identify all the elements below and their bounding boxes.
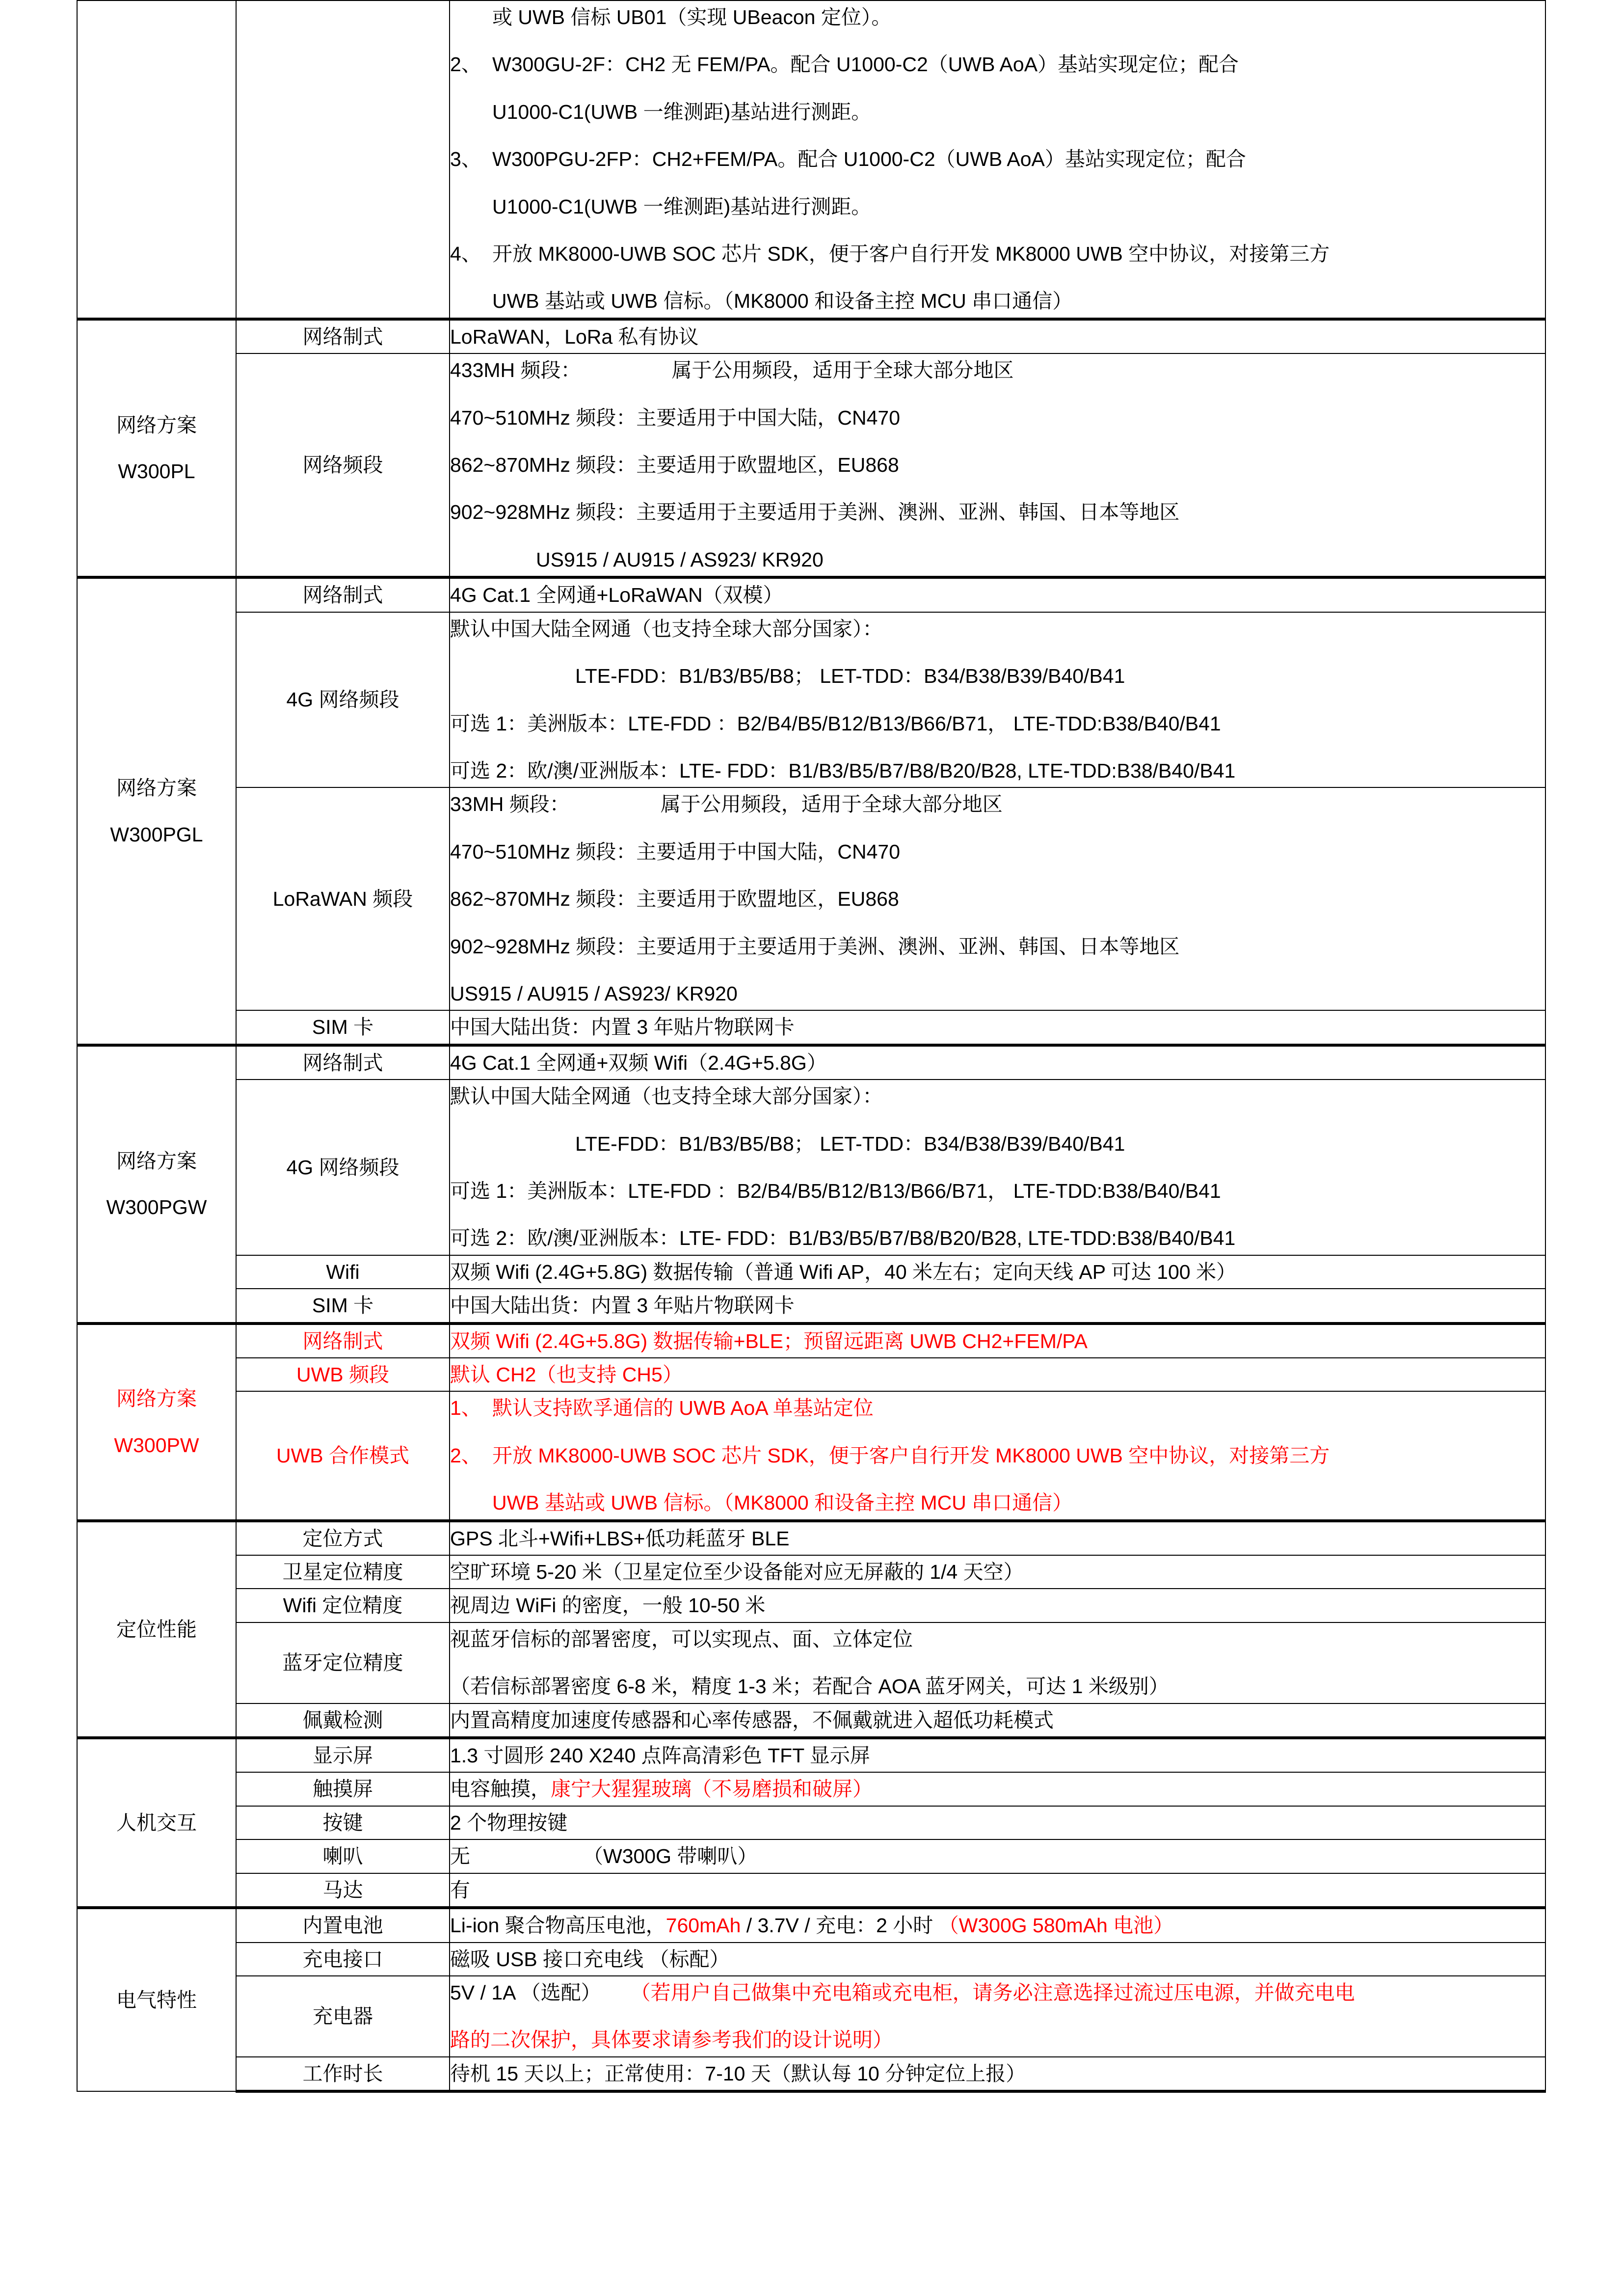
category-line-1: 定位性能 <box>116 1618 197 1641</box>
table-row <box>77 1976 1545 2057</box>
value-line <box>450 1840 1545 1872</box>
category-cell-hmi <box>77 1738 236 1908</box>
list-text <box>492 48 1545 128</box>
uwb-continued-list <box>450 1 1545 318</box>
speaker-note: （W300G 带喇叭） <box>583 1845 758 1868</box>
row-label-positioning-method: 定位方式 <box>236 1521 450 1555</box>
category-cell-w300pgw <box>77 1045 236 1324</box>
value-line: 862~870MHz 频段：主要适用于欧盟地区，EU868 <box>450 454 899 477</box>
list-item <box>450 48 1545 128</box>
row-label-touchscreen: 触摸屏 <box>236 1772 450 1806</box>
value-line: LTE-FDD：B1/B3/B5/B8； LET-TDD：B34/B38/B39/B40/B41 <box>575 665 1125 688</box>
row-value-display <box>450 1738 1545 1772</box>
row-label-wear-detection: 佩戴检测 <box>236 1703 450 1738</box>
value-line: US915 / AU915 / AS923/ KR920 <box>536 548 824 571</box>
uwb-continued-cell <box>450 0 1545 319</box>
value-line: 中国大陆出货：内置 3 年贴片物联网卡 <box>450 1294 795 1317</box>
list-text <box>492 143 1545 223</box>
charger-warning-line2: 路的二次保护，具体要求请参考我们的设计说明） <box>450 2028 893 2052</box>
category-line-1: 网络方案 <box>116 413 197 436</box>
value-line: 默认中国大陆全网通（也支持全球大部分国家）： <box>450 1085 883 1108</box>
table-row <box>77 1589 1545 1622</box>
speaker-value: 无 <box>450 1845 470 1868</box>
row-value-uwb-coop-mode <box>450 1391 1545 1520</box>
table-row <box>77 1738 1545 1772</box>
value-line: 可选 1：美洲版本：LTE-FDD ：B2/B4/B5/B12/B13/B66/B71， LTE-TDD:B38/B40/B41 <box>450 712 1221 735</box>
spec-sheet <box>77 0 1545 2093</box>
list-text <box>492 238 1545 318</box>
row-value-buttons <box>450 1806 1545 1839</box>
table-row <box>77 1772 1545 1806</box>
uwb-coop-item2-line1: 开放 MK8000-UWB SOC 芯片 SDK，便于客户自行开发 MK8000 UWB 空中协议，对接第三方 <box>492 1444 1330 1467</box>
row-label-buttons: 按键 <box>236 1806 450 1839</box>
value-line: 862~870MHz 频段：主要适用于欧盟地区，EU868 <box>450 888 899 911</box>
value-line: 磁吸 USB 接口充电线 （标配） <box>450 1947 730 1971</box>
row-label-speaker: 喇叭 <box>236 1839 450 1873</box>
value-line: LoRaWAN，LoRa 私有协议 <box>450 325 699 348</box>
value-line: 视蓝牙信标的部署密度，可以实现点、面、立体定位 <box>450 1627 913 1650</box>
value-line: 空旷环境 5-20 米（卫星定位至少设备能对应无屏蔽的 1/4 天空） <box>450 1561 1024 1584</box>
category-line-1: 网络方案 <box>116 777 197 800</box>
list-text <box>492 1392 1545 1424</box>
battery-text-2: / 3.7V / 充电：2 小时 <box>741 1914 939 1937</box>
category-line-1: 网络方案 <box>116 1387 197 1410</box>
table-row <box>77 353 1545 577</box>
row-label-lorawan-band: LoRaWAN 频段 <box>236 787 450 1010</box>
product-spec-table <box>77 0 1546 2093</box>
value-line: 双频 Wifi (2.4G+5.8G) 数据传输+BLE；预留远距离 UWB CH2+FEM/PA <box>450 1329 1088 1352</box>
row-label-uwb-band: UWB 频段 <box>236 1358 450 1391</box>
list-item <box>450 238 1545 318</box>
touchscreen-black-text: 电容触摸， <box>450 1778 551 1801</box>
table-row <box>77 1839 1545 1873</box>
row-label-network-standard: 网络制式 <box>236 577 450 612</box>
row-label-gnss-accuracy: 卫星定位精度 <box>236 1555 450 1589</box>
row-value-wear-detection <box>450 1703 1545 1738</box>
table-row <box>77 1358 1545 1391</box>
row-value-wifi <box>450 1255 1545 1289</box>
row-value-sim <box>450 1289 1545 1323</box>
row-value-network-standard <box>450 1045 1545 1080</box>
uwb-coop-item2-line2: UWB 基站或 UWB 信标。（MK8000 和设备主控 MCU 串口通信） <box>492 1491 1073 1514</box>
value-line: 待机 15 天以上；正常使用：7-10 天（默认每 10 分钟定位上报） <box>450 2062 1026 2085</box>
value-line: 2 个物理按键 <box>450 1811 568 1834</box>
uwb-item3-line1: W300PGU-2FP：CH2+FEM/PA。配合 U1000-C2（UWB AoA）基站实现定位；配合 <box>492 148 1246 171</box>
list-item <box>450 1 1545 33</box>
table-row <box>77 612 1545 788</box>
table-row <box>77 1080 1545 1255</box>
row-label-uwb-coop-mode: UWB 合作模式 <box>236 1391 450 1520</box>
battery-capacity: 760mAh <box>665 1914 741 1937</box>
value-line: LTE-FDD：B1/B3/B5/B8； LET-TDD：B34/B38/B39/B40/B41 <box>575 1132 1125 1155</box>
row-value-battery <box>450 1908 1545 1942</box>
uwb-item3-line2: U1000-C1(UWB 一维测距)基站进行测距。 <box>492 195 872 218</box>
value-line: 默认中国大陆全网通（也支持全球大部分国家）： <box>450 617 883 640</box>
value-line: 4G Cat.1 全网通+LoRaWAN（双模） <box>450 584 783 607</box>
value-line: 视周边 WiFi 的密度，一般 10-50 米 <box>450 1594 766 1617</box>
value-line <box>450 1773 1545 1805</box>
row-value-lorawan-band <box>450 787 1545 1010</box>
list-text <box>492 1439 1545 1519</box>
table-row <box>77 787 1545 1010</box>
value-line: 4G Cat.1 全网通+双频 Wifi（2.4G+5.8G） <box>450 1051 827 1074</box>
uwb-item4-line1: 开放 MK8000-UWB SOC 芯片 SDK，便于客户自行开发 MK8000 UWB 空中协议，对接第三方 <box>492 243 1330 266</box>
row-label-display: 显示屏 <box>236 1738 450 1772</box>
value-line: 470~510MHz 频段：主要适用于中国大陆，CN470 <box>450 840 901 863</box>
value-line: 1.3 寸圆形 240 X240 点阵高清彩色 TFT 显示屏 <box>450 1744 870 1767</box>
category-cell-w300pw <box>77 1324 236 1521</box>
uwb-item2-line2: U1000-C1(UWB 一维测距)基站进行测距。 <box>492 100 872 123</box>
table-row <box>77 1255 1545 1289</box>
row-label-4g-band: 4G 网络频段 <box>236 612 450 788</box>
table-row <box>77 1289 1545 1323</box>
value-line: 可选 1：美洲版本：LTE-FDD ：B2/B4/B5/B12/B13/B66/B71， LTE-TDD:B38/B40/B41 <box>450 1179 1221 1202</box>
table-row <box>77 2057 1545 2091</box>
row-label-motor: 马达 <box>236 1873 450 1908</box>
table-row <box>77 1555 1545 1589</box>
row-value-touchscreen <box>450 1772 1545 1806</box>
category-line-2: W300PL <box>118 460 195 483</box>
row-label-network-standard: 网络制式 <box>236 1045 450 1080</box>
value-line: 中国大陆出货：内置 3 年贴片物联网卡 <box>450 1016 795 1039</box>
row-value-uwb-band <box>450 1358 1545 1391</box>
value-line: 内置高精度加速度传感器和心率传感器，不佩戴就进入超低功耗模式 <box>450 1708 1054 1731</box>
row-label-battery: 内置电池 <box>236 1908 450 1942</box>
value-line: 470~510MHz 频段：主要适用于中国大陆，CN470 <box>450 406 901 429</box>
row-label-network-standard: 网络制式 <box>236 319 450 353</box>
row-value-working-time <box>450 2057 1545 2091</box>
row-value-network-standard <box>450 1324 1545 1358</box>
row-label-4g-band: 4G 网络频段 <box>236 1080 450 1255</box>
table-row <box>77 1908 1545 1942</box>
table-row <box>77 0 1545 319</box>
category-line-1: 电气特性 <box>116 1988 197 2011</box>
uwb-item2-line1: W300GU-2F：CH2 无 FEM/PA。配合 U1000-C2（UWB AoA）基站实现定位；配合 <box>492 53 1239 76</box>
table-row <box>77 1622 1545 1703</box>
table-row <box>77 1391 1545 1520</box>
row-label-network-standard: 网络制式 <box>236 1324 450 1358</box>
charger-warning-line1: （若用户自己做集中充电箱或充电柜，请务必注意选择过流过压电源，并做充电电 <box>630 1981 1355 2004</box>
category-line-2: W300PGW <box>106 1196 207 1219</box>
row-label-sim: SIM 卡 <box>236 1010 450 1045</box>
row-label-network-band: 网络频段 <box>236 353 450 577</box>
list-number <box>450 1 492 33</box>
value-line: 433MH 频段： 属于公用频段，适用于全球大部分地区 <box>450 359 1014 382</box>
row-value-sim <box>450 1010 1545 1045</box>
row-label-working-time: 工作时长 <box>236 2057 450 2091</box>
category-cell-w300pgl <box>77 577 236 1045</box>
row-value-motor <box>450 1873 1545 1908</box>
row-label-charging-port: 充电接口 <box>236 1943 450 1976</box>
list-number: 2、 <box>450 53 481 76</box>
value-line: 33MH 频段： 属于公用频段，适用于全球大部分地区 <box>450 793 1003 816</box>
table-row <box>77 319 1545 353</box>
value-line: GPS 北斗+Wifi+LBS+低功耗蓝牙 BLE <box>450 1527 790 1550</box>
category-line-2: W300PW <box>114 1433 199 1457</box>
row-value-ble-accuracy <box>450 1622 1545 1703</box>
row-value-network-band <box>450 353 1545 577</box>
row-label-sim: SIM 卡 <box>236 1289 450 1323</box>
value-line: 双频 Wifi (2.4G+5.8G) 数据传输（普通 Wifi AP，40 米左右；定向天线 AP 可达 100 米） <box>450 1260 1236 1283</box>
row-value-4g-band <box>450 612 1545 788</box>
table-row <box>77 1521 1545 1555</box>
table-row <box>77 1010 1545 1045</box>
category-cell-electrical <box>77 1908 236 2091</box>
battery-variant-note: （W300G 580mAh 电池） <box>938 1914 1174 1937</box>
list-item <box>450 1439 1545 1519</box>
row-value-wifi-accuracy <box>450 1589 1545 1622</box>
value-line: （若信标部署密度 6-8 米，精度 1-3 米；若配合 AOA 蓝牙网关，可达 1 米级别） <box>450 1675 1169 1698</box>
category-line-2: W300PGL <box>110 823 203 846</box>
category-cell-empty <box>77 0 236 319</box>
row-value-4g-band <box>450 1080 1545 1255</box>
row-label-charger: 充电器 <box>236 1976 450 2057</box>
value-line: 可选 2：欧/澳/亚洲版本：LTE- FDD：B1/B3/B5/B7/B8/B20/B28, LTE-TDD:B38/B40/B41 <box>450 1227 1236 1250</box>
list-text <box>492 1 1545 33</box>
battery-text-1: Li-ion 聚合物高压电池， <box>450 1914 666 1937</box>
value-line: 902~928MHz 频段：主要适用于主要适用于美洲、澳洲、亚洲、韩国、日本等地区 <box>450 501 1180 524</box>
table-row <box>77 1943 1545 1976</box>
row-value-gnss-accuracy <box>450 1555 1545 1589</box>
category-line-1: 网络方案 <box>116 1149 197 1172</box>
value-line: 902~928MHz 频段：主要适用于主要适用于美洲、澳洲、亚洲、韩国、日本等地区 <box>450 935 1180 958</box>
value-line <box>450 1909 1545 1942</box>
value-line <box>450 1976 1545 2009</box>
row-value-charger <box>450 1976 1545 2057</box>
list-number: 4、 <box>450 243 481 266</box>
uwb-item4-line2: UWB 基站或 UWB 信标。（MK8000 和设备主控 MCU 串口通信） <box>492 290 1073 313</box>
category-cell-w300pl <box>77 319 236 577</box>
table-row <box>77 1045 1545 1080</box>
row-value-charging-port <box>450 1943 1545 1976</box>
list-item <box>450 1392 1545 1424</box>
table-row <box>77 1873 1545 1908</box>
value-line: 默认 CH2（也支持 CH5） <box>450 1363 683 1386</box>
label-cell-empty <box>236 0 450 319</box>
table-row <box>77 1703 1545 1738</box>
uwb-line-0: 或 UWB 信标 UB01（实现 UBeacon 定位）。 <box>492 6 892 28</box>
touchscreen-red-text: 康宁大猩猩玻璃（不易磨损和破屏） <box>551 1778 873 1801</box>
row-value-positioning-method <box>450 1521 1545 1555</box>
uwb-coop-item1-line1: 默认支持欧孚通信的 UWB AoA 单基站定位 <box>492 1397 874 1420</box>
table-row <box>77 1806 1545 1839</box>
row-label-wifi: Wifi <box>236 1255 450 1289</box>
list-number: 1、 <box>450 1397 481 1420</box>
charger-spec: 5V / 1A （选配） <box>450 1981 601 2004</box>
row-label-wifi-accuracy: Wifi 定位精度 <box>236 1589 450 1622</box>
list-number: 3、 <box>450 148 481 171</box>
category-line-1: 人机交互 <box>116 1811 197 1834</box>
row-value-network-standard <box>450 577 1545 612</box>
row-label-ble-accuracy: 蓝牙定位精度 <box>236 1622 450 1703</box>
category-cell-positioning <box>77 1521 236 1738</box>
row-value-speaker <box>450 1839 1545 1873</box>
table-row <box>77 577 1545 612</box>
table-row <box>77 1324 1545 1358</box>
value-line: US915 / AU915 / AS923/ KR920 <box>450 982 738 1005</box>
list-number: 2、 <box>450 1444 481 1467</box>
list-item <box>450 143 1545 223</box>
row-value-network-standard <box>450 319 1545 353</box>
value-line: 可选 2：欧/澳/亚洲版本：LTE- FDD：B1/B3/B5/B7/B8/B20/B28, LTE-TDD:B38/B40/B41 <box>450 759 1236 782</box>
value-line: 有 <box>450 1878 470 1901</box>
